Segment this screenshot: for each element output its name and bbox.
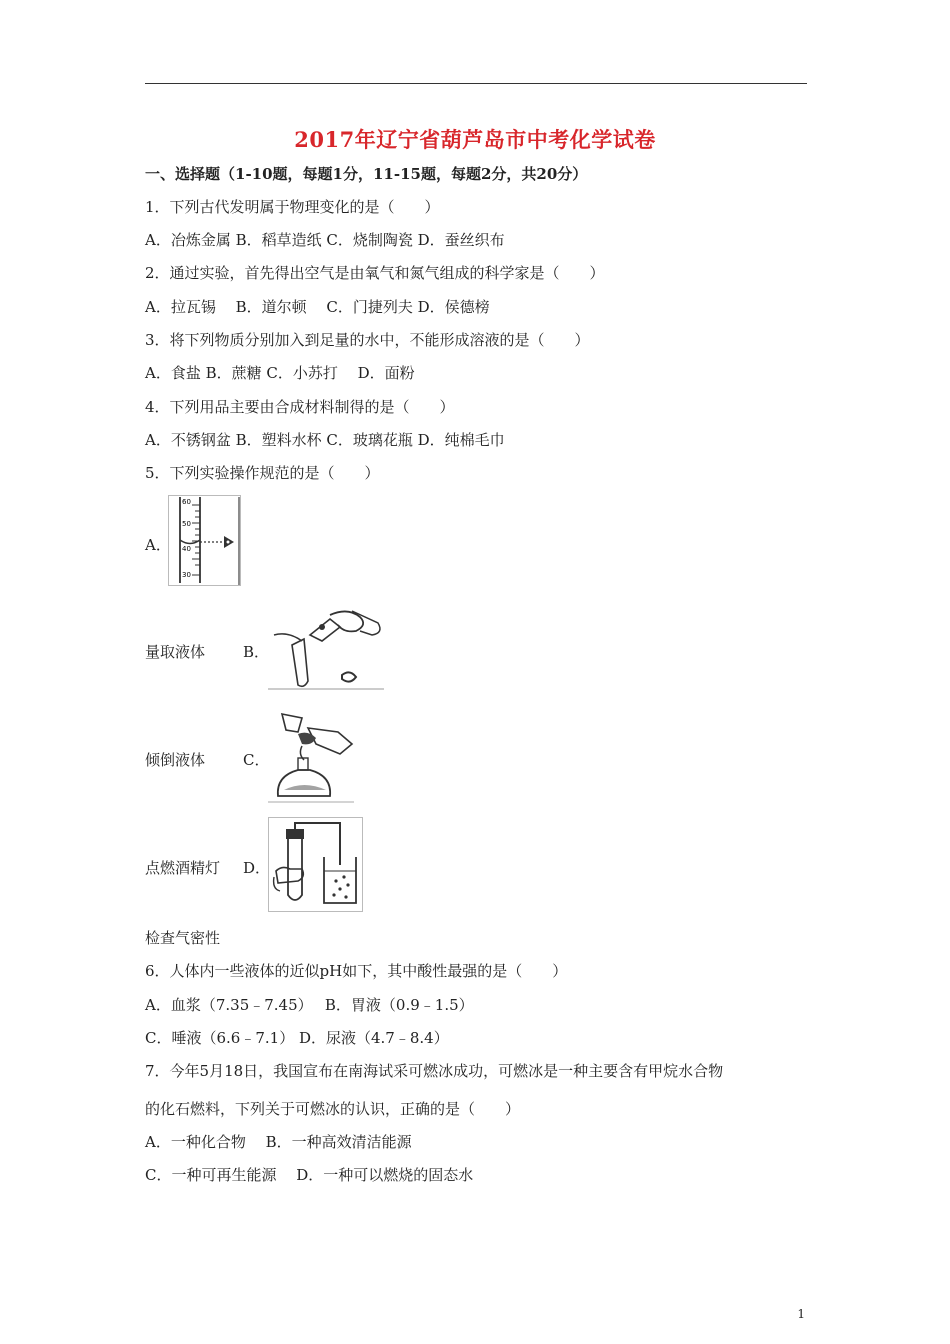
q4-stem: 4．下列用品主要由合成材料制得的是（ ） [145, 398, 455, 416]
q6-options-line2: C．唾液（6.6﹣7.1） D．尿液（4.7﹣8.4） [145, 1029, 449, 1047]
q5-option-d-caption: 检查气密性 [145, 929, 221, 947]
q6-stem: 6．人体内一些液体的近似pH如下，其中酸性最强的是（ ） [145, 962, 568, 980]
q5-option-a-label: A． [145, 536, 171, 554]
q6-options-line1: A．血浆（7.35﹣7.45） B．胃液（0.9﹣1.5） [145, 996, 474, 1014]
q7-options-line1: A．一种化合物 B．一种高效清洁能源 [145, 1133, 412, 1151]
section-heading: 一、选择题（1-10题，每题1分，11-15题，每题2分，共20分） [145, 165, 588, 183]
tick-50: 50 [182, 520, 191, 528]
q2-stem: 2．通过实验，首先得出空气是由氧气和氮气组成的科学家是（ ） [145, 264, 605, 282]
page-number: 1 [797, 1307, 805, 1321]
q7-options-line2: C．一种可再生能源 D．一种可以燃烧的固态水 [145, 1166, 474, 1184]
q5-option-a-caption: 量取液体 [145, 643, 206, 661]
q4-options: A．不锈钢盆 B．塑料水杯 C．玻璃花瓶 D．纯棉毛巾 [145, 431, 505, 449]
pouring-liquid-figure [268, 605, 385, 691]
q5-option-d-label: D． [243, 859, 271, 877]
tick-40: 40 [182, 545, 191, 553]
tick-30: 30 [182, 571, 191, 579]
q3-stem: 3．将下列物质分别加入到足量的水中，不能形成溶液的是（ ） [145, 331, 590, 349]
q2-options: A．拉瓦锡 B．道尔顿 C．门捷列夫 D．侯德榜 [145, 298, 490, 316]
q1-stem: 1．下列古代发明属于物理变化的是（ ） [145, 198, 440, 216]
graduated-cylinder-figure [168, 495, 242, 587]
q7-stem-line2: 的化石燃料，下列关于可燃冰的认识，正确的是（ ） [145, 1100, 521, 1118]
q5-option-b-caption: 倾倒液体 [145, 751, 206, 769]
page-title: 2017年辽宁省葫芦岛市中考化学试卷 [294, 127, 656, 152]
q5-option-c-caption: 点燃酒精灯 [145, 859, 221, 877]
q1-options: A．冶炼金属 B．稻草造纸 C．烧制陶瓷 D．蚕丝织布 [145, 231, 505, 249]
tick-60: 60 [182, 498, 191, 506]
q5-option-c-label: C． [243, 751, 270, 769]
q7-stem-line1: 7．今年5月18日，我国宣布在南海试采可燃冰成功，可燃冰是一种主要含有甲烷水合物 [145, 1062, 724, 1080]
header-rule [145, 83, 807, 84]
q5-option-b-label: B． [243, 643, 270, 661]
alcohol-lamp-figure [268, 710, 356, 804]
q3-options: A．食盐 B．蔗糖 C．小苏打 D．面粉 [145, 364, 415, 382]
airtightness-check-figure [268, 817, 364, 913]
q5-stem: 5．下列实验操作规范的是（ ） [145, 464, 380, 482]
